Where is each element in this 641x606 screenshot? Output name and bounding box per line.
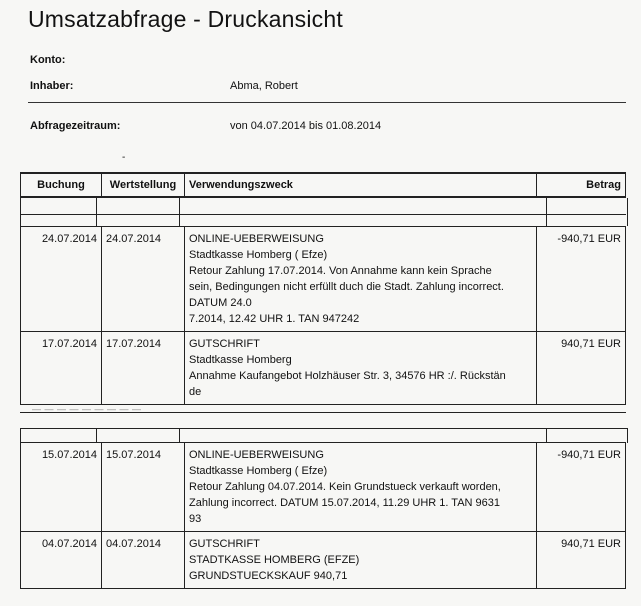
verwendungszweck-cell	[185, 532, 537, 589]
purpose-line: ONLINE-UEBERWEISUNG	[189, 233, 324, 245]
betrag-cell: 940,71 EUR	[537, 332, 626, 405]
purpose-line: Retour Zahlung 17.07.2014. Von Annahme kann kein Sprache	[189, 265, 492, 277]
zeitraum-label: Abfragezeitraum:	[30, 120, 121, 132]
col-header-verwendungszweck: Verwendungszweck	[185, 173, 537, 197]
table-row	[21, 443, 626, 532]
table-stub	[20, 428, 628, 443]
verwendungszweck-cell	[185, 443, 537, 532]
purpose-line: 93	[189, 513, 202, 525]
purpose-line: Stadtkasse Homberg ( Efze)	[189, 249, 328, 261]
zeitraum-value: von 04.07.2014 bis 01.08.2014	[230, 120, 382, 132]
print-mark: -	[122, 152, 126, 163]
purpose-line: ONLINE-UEBERWEISUNG	[189, 449, 324, 461]
column-divider	[96, 198, 97, 226]
purpose-line: 7.2014, 12.42 UHR 1. TAN 947242	[189, 313, 360, 325]
konto-label: Konto:	[30, 54, 66, 66]
verwendungszweck-cell	[185, 332, 537, 405]
col-header-wertstellung: Wertstellung	[102, 173, 185, 197]
table-header	[20, 172, 626, 198]
buchung-cell: 04.07.2014	[21, 532, 102, 589]
purpose-line: Stadtkasse Homberg ( Efze)	[189, 465, 328, 477]
wertstellung-cell: 04.07.2014	[102, 532, 185, 589]
inhaber-value: Abma, Robert	[230, 80, 298, 92]
verwendungszweck-cell	[185, 227, 537, 332]
table-row	[21, 332, 626, 405]
purpose-line: de	[189, 386, 202, 398]
column-divider	[546, 428, 547, 442]
buchung-cell: 24.07.2014	[21, 227, 102, 332]
transactions-table-page2	[20, 442, 626, 589]
purpose-line: Annahme Kaufangebot Holzhäuser Str. 3, 34576 HR :/. Rückstän	[189, 370, 506, 382]
wertstellung-cell: 17.07.2014	[102, 332, 185, 405]
purpose-line: GUTSCHRIFT	[189, 338, 260, 350]
inhaber-label: Inhaber:	[30, 80, 74, 92]
transactions-table-page1	[20, 226, 626, 405]
purpose-line: GUTSCHRIFT	[189, 538, 260, 550]
page-title: Umsatzabfrage - Druckansicht	[28, 6, 343, 32]
column-divider	[96, 428, 97, 442]
column-divider	[546, 198, 547, 226]
column-divider	[179, 428, 180, 442]
col-header-buchung: Buchung	[21, 173, 102, 197]
col-header-betrag: Betrag	[537, 173, 626, 197]
column-divider	[179, 198, 180, 226]
bleed-through-mark: — — — — — — — — —	[32, 404, 142, 414]
betrag-cell: -940,71 EUR	[537, 227, 626, 332]
wertstellung-cell: 24.07.2014	[102, 227, 185, 332]
table-stub	[20, 198, 628, 226]
table-row	[21, 532, 626, 589]
betrag-cell: 940,71 EUR	[537, 532, 626, 589]
table-row	[21, 227, 626, 332]
purpose-line: Retour Zahlung 04.07.2014. Kein Grundstueck verkauft worden,	[189, 481, 501, 493]
purpose-line: sein, Bedingungen nicht erfüllt duch die Stadt. Zahlung incorrect.	[189, 281, 504, 293]
divider	[28, 102, 626, 103]
betrag-cell: -940,71 EUR	[537, 443, 626, 532]
purpose-line: Zahlung incorrect. DATUM 15.07.2014, 11.29 UHR 1. TAN 9631	[189, 497, 501, 509]
purpose-line: STADTKASSE HOMBERG (EFZE)	[189, 554, 360, 566]
wertstellung-cell: 15.07.2014	[102, 443, 185, 532]
purpose-line: Stadtkasse Homberg	[189, 354, 292, 366]
buchung-cell: 15.07.2014	[21, 443, 102, 532]
purpose-line: DATUM 24.0	[189, 297, 252, 309]
page-break-line	[20, 214, 626, 215]
purpose-line: GRUNDSTUECKSKAUF 940,71	[189, 570, 348, 582]
buchung-cell: 17.07.2014	[21, 332, 102, 405]
